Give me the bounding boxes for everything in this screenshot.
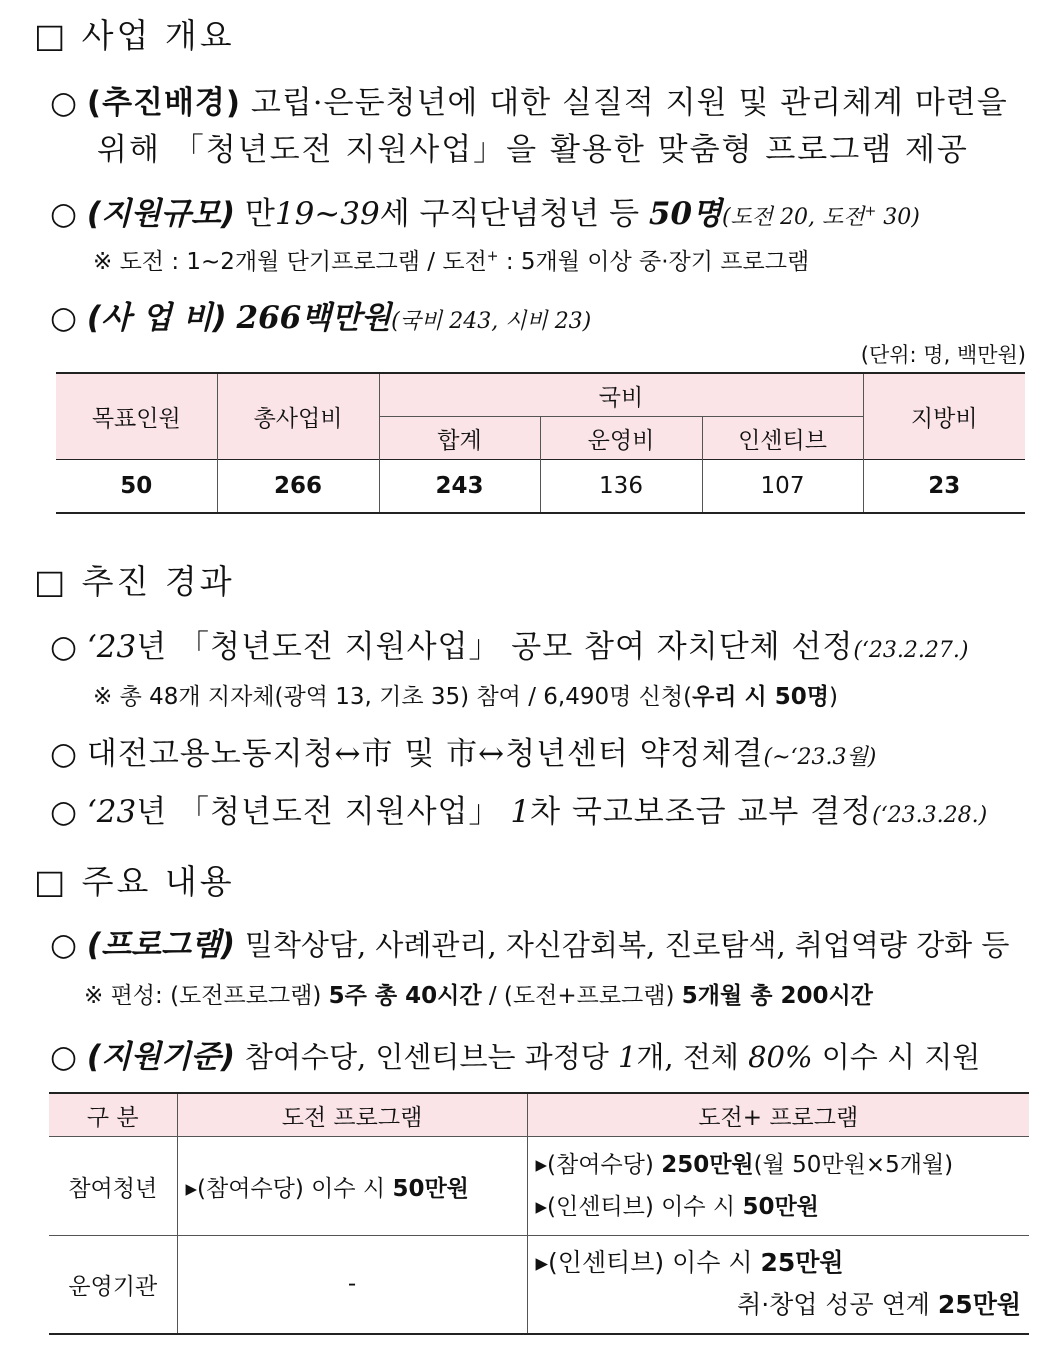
header-category: 구 분 [49,1093,177,1137]
unit-label: (단위: 명, 백만원) [860,343,1026,367]
bullet: ○ [50,300,78,336]
table-row [49,1236,1029,1334]
program-note: ※ 편성: (도전프로그램) 5주 총 40시간 / (도전+프로그램) 5개월 총 200시간 [84,983,873,1009]
row-label-agency: 운영기관 [49,1236,177,1334]
support-table [49,1092,1029,1335]
cell-operation: 136 [540,460,702,514]
header-operation: 운영비 [540,417,702,460]
progress-date-3: (‘23.3.28.) [872,803,988,828]
background-item [50,77,1008,122]
bullet: ○ [50,629,78,665]
criteria-text: 참여수당, 인센티브는 과정당 1개, 전체 80% 이수 시 지원 [244,1040,981,1074]
table-row [49,1137,1029,1236]
budget-item [50,292,591,337]
scale-detail: (도전 20, 도전+ 30) [721,203,920,230]
background-text-line2: 위해 「청년도전 지원사업」을 활용한 맞춤형 프로그램 제공 [97,132,969,168]
bullet: ○ [50,1039,78,1075]
program-label: (프로그램) [86,927,236,963]
scale-age: 19~39 [274,196,380,232]
cell-agency-plus: ▸(인센티브) 이수 시 25만원 취·창업 성공 연계 25만원 [527,1236,1029,1334]
bullet: ○ [50,794,78,830]
budget-label: (사 업 비) [86,300,227,336]
row-label-youth: 참여청년 [49,1137,177,1236]
criteria-item [50,1031,980,1076]
bullet: ○ [50,196,78,232]
background-text-line1: 고립·은둔청년에 대한 실질적 지원 및 관리체계 마련을 [250,85,1008,121]
progress-date-1: (‘23.2.27.) [853,638,969,663]
bullet: ○ [50,927,78,963]
header-target: 목표인원 [56,373,217,460]
scale-note: ※ 도전 : 1~2개월 단기프로그램 / 도전+ : 5개월 이상 중·장기 프로그램 [93,248,810,275]
scale-count: 50명 [648,196,722,232]
section-title-overview: □ 사업 개요 [34,16,235,55]
header-local: 지방비 [863,373,1025,460]
bullet: ○ [50,736,78,772]
cell-total: 266 [217,460,379,514]
criteria-label: (지원기준) [86,1039,236,1075]
header-sum: 합계 [379,417,540,460]
cell-youth-challenge: ▸(참여수당) 이수 시 50만원 [177,1137,527,1236]
section-title-progress: □ 추진 경과 [34,562,235,601]
background-label: (추진배경) [86,85,242,121]
progress-item-3: ○ ‘23년 「청년도전 지원사업」 1차 국고보조금 교부 결정(‘23.3.28.) [50,794,988,830]
cell-local: 23 [863,460,1025,514]
bullet: ○ [50,85,78,121]
scale-text-2: 세 구직단념청년 등 [379,196,640,232]
scale-item [50,188,920,233]
scale-label: (지원규모) [86,196,236,232]
progress-item-1: ○ ‘23년 「청년도전 지원사업」 공모 참여 자치단체 선정(‘23.2.27.) [50,629,969,665]
table-row [56,460,1025,514]
program-text: 밀착상담, 사례관리, 자신감회복, 진로탐색, 취업역량 강화 등 [244,928,1010,962]
section-title-contents: □ 주요 내용 [34,862,235,901]
progress-item-2: ○ 대전고용노동지청↔市 및 市↔청년센터 약정체결(~‘23.3월) [50,736,877,772]
header-incentive: 인센티브 [702,417,863,460]
cell-incentive: 107 [702,460,863,514]
cell-sum: 243 [379,460,540,514]
cell-youth-plus: ▸(참여수당) 250만원(월 50만원×5개월) ▸(인센티브) 이수 시 50만원 [527,1137,1029,1236]
header-total: 총사업비 [217,373,379,460]
header-challenge-plus: 도전+ 프로그램 [527,1093,1029,1137]
header-national: 국비 [379,373,863,417]
progress-note: ※ 총 48개 지자체(광역 13, 기초 35) 참여 / 6,490명 신청(우리 시 50명) [93,684,838,710]
cell-target: 50 [56,460,217,514]
scale-text-1: 만 [244,196,275,232]
cell-agency-challenge: - [177,1236,527,1334]
budget-table [56,372,1025,514]
progress-date-2: (~‘23.3월) [763,745,877,770]
budget-detail: (국비 243, 시비 23) [391,309,592,334]
program-item [50,919,1009,964]
budget-amount: 266백만원 [236,300,392,336]
header-challenge: 도전 프로그램 [177,1093,527,1137]
